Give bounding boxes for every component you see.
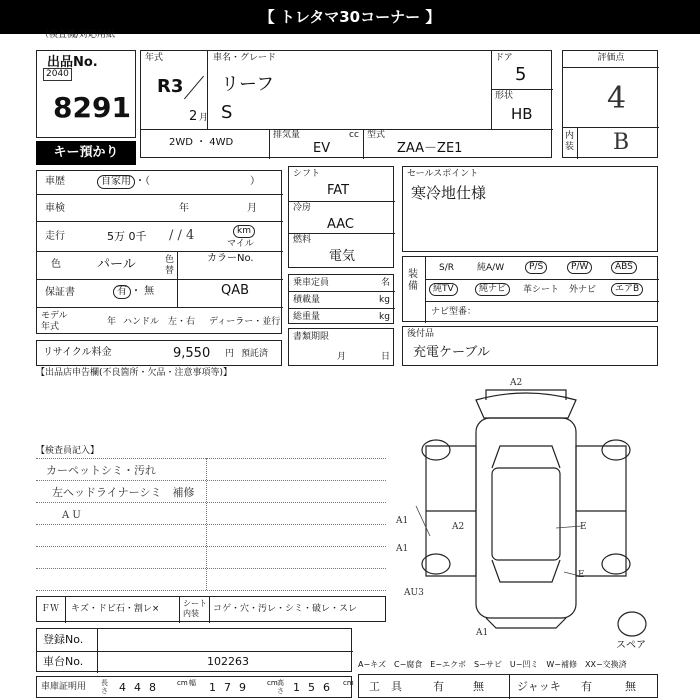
registration-box	[36, 628, 352, 672]
lot-box	[36, 50, 136, 138]
mark-a1-side: A1	[396, 516, 409, 526]
scratch-value: キズ・ドビ石・割レ×	[71, 604, 160, 614]
mileage-mile: マイル	[227, 239, 254, 249]
shift-value: FAT	[327, 183, 350, 198]
equipment-label: 装備	[408, 269, 418, 292]
chassis-label: 車台No.	[43, 655, 84, 668]
name-label: 車名・グレード	[213, 53, 277, 63]
length-value: 448	[119, 681, 164, 694]
document-box	[288, 328, 394, 366]
mark-e-rear: E	[578, 570, 585, 580]
selling-point-box	[402, 166, 658, 252]
rating-label: 評価点	[597, 53, 625, 63]
length-unit: cm	[177, 679, 188, 687]
mileage-km	[233, 225, 255, 238]
selling-point-value: 寒冷地仕様	[411, 184, 487, 202]
equip-pw	[567, 261, 592, 274]
load-label: 積載量	[293, 295, 321, 305]
capacity-box	[288, 274, 394, 324]
equip-abs	[611, 261, 637, 274]
inspector-label: 【検査員記入】	[36, 446, 100, 456]
year-value: R3	[157, 76, 184, 97]
warranty-no: ・ 無	[131, 286, 155, 297]
seat-label: シート内装	[183, 599, 207, 618]
handle-value: ハンドル 左・右	[123, 317, 196, 327]
certificate-box	[36, 676, 352, 698]
car-diagram	[396, 376, 658, 642]
car-rear-window	[492, 560, 560, 582]
jack-no: 無	[625, 680, 636, 693]
recycle-box	[36, 340, 282, 366]
navi-oval: 純ナビ	[475, 283, 510, 296]
navi-model-label: ナビ型番：	[431, 307, 477, 317]
equip-ext-navi: 外ナビ	[569, 285, 597, 295]
seller-note-label: 【出品店申告欄(不良箇所・欠品・注意事項等)】	[36, 368, 233, 378]
fuel-value: 電気	[329, 249, 356, 264]
tools-box	[358, 674, 658, 698]
mark-au3: AU3	[404, 588, 424, 598]
dealer-value: ディーラー・並行	[209, 317, 281, 327]
car-cabin	[492, 468, 560, 560]
equip-aw: 純A/W	[477, 263, 505, 273]
airbag-oval: エアB	[611, 283, 643, 296]
seats-unit: 名	[381, 278, 391, 288]
drive-value: 2WD ・ 4WD	[169, 137, 234, 148]
car-windshield	[492, 446, 560, 468]
height-value: 156	[293, 681, 338, 694]
jack-yes: 有	[581, 680, 592, 693]
mark-e-roof: E	[580, 522, 587, 532]
mark-a2-roof: A2	[452, 522, 465, 532]
inspection-label: 車検	[45, 203, 65, 214]
lot-stamp: 2040	[43, 68, 72, 81]
length-label: 長さ	[101, 679, 108, 695]
tools-no: 無	[473, 680, 484, 693]
history-box	[36, 170, 282, 334]
spec-box	[288, 166, 394, 268]
interior-score: B	[613, 130, 630, 155]
km-oval: km	[233, 225, 255, 238]
mileage-value: 5万 0千	[107, 230, 147, 243]
shape-label: 形状	[495, 91, 514, 101]
history-oval: 自家用	[97, 175, 135, 189]
car-name: リーフ	[221, 74, 275, 95]
certificate-label: 車庫証明用	[41, 682, 87, 692]
shift-label: シフト	[293, 169, 321, 179]
ac-value: AAC	[327, 217, 354, 232]
lot-label: 出品No.	[47, 55, 98, 70]
history-rest: ・（ ）	[135, 176, 260, 187]
shape-value: HB	[511, 105, 533, 123]
recycle-label: リサイクル料金	[43, 347, 112, 358]
load-unit: kg	[379, 295, 390, 305]
tools-yes: 有	[433, 680, 444, 693]
equip-navi	[475, 283, 510, 296]
aftermarket-value: 充電ケーブル	[413, 345, 490, 360]
inspector-note-1: カーペットシミ・汚れ	[46, 464, 156, 477]
car-roof	[476, 393, 576, 418]
year-label: 年式	[145, 53, 164, 63]
recycle-unit: 円	[225, 349, 235, 359]
color-value: パール	[97, 257, 136, 272]
model-year-label: モデル年式	[41, 311, 68, 332]
document-month: 月	[337, 352, 347, 362]
ps-oval: P/S	[525, 261, 547, 274]
month-value: 2	[189, 109, 198, 124]
fuel-label: 燃料	[293, 235, 312, 245]
abs-oval: ABS	[611, 261, 637, 274]
legend-text: A−キズ C−腐食 E−エクボ S−サビ U−凹ミ W−補修 XX−交換済	[358, 660, 627, 669]
history-label: 車歴	[45, 176, 65, 187]
equip-ps	[525, 261, 547, 274]
tv-oval: 純TV	[429, 283, 458, 296]
rating-score: 4	[607, 81, 627, 116]
car-box	[140, 50, 552, 158]
mark-a1-bottom: A1	[476, 628, 489, 638]
height-unit: cm	[343, 679, 354, 687]
displacement-value: EV	[313, 141, 331, 156]
displacement-unit: cc	[349, 130, 359, 140]
banner: 【 トレタマ30コーナー 】	[0, 0, 700, 34]
document-label: 書類期限	[293, 332, 330, 342]
year-slash	[184, 76, 204, 100]
width-unit: cm	[267, 679, 278, 687]
aftermarket-box	[402, 326, 658, 366]
ac-label: 冷房	[293, 203, 312, 213]
warranty-label: 保証書	[45, 287, 75, 298]
fw-label: ＦＷ	[41, 604, 60, 614]
height-label: 高さ	[277, 679, 284, 695]
warranty-value	[113, 285, 154, 299]
month-suffix: 月	[199, 113, 209, 123]
width-value: 179	[209, 681, 254, 694]
mark-a2-top: A2	[510, 378, 523, 388]
mileage-label: 走行	[45, 231, 65, 242]
document-day: 日	[381, 352, 391, 362]
key-label: キー預かり	[36, 141, 136, 165]
equip-sr: S/R	[439, 263, 454, 273]
jack-label: ジャッキ	[517, 680, 561, 693]
warranty-oval: 有	[113, 285, 131, 299]
model-year-value: 年	[107, 317, 117, 327]
weight-label: 総重量	[293, 312, 321, 322]
mileage-hand: / / 4	[169, 228, 195, 243]
interior-label: 内装	[565, 131, 575, 152]
condition-box	[36, 596, 386, 622]
lot-number: 8291	[53, 91, 131, 124]
selling-point-label: セールスポイント	[407, 169, 479, 179]
door-label: ドア	[495, 53, 513, 63]
inspector-note-3: A U	[62, 510, 81, 521]
color-no: QAB	[221, 283, 250, 298]
car-body	[476, 418, 576, 618]
color-no-label: カラーNo.	[207, 253, 254, 264]
seats-label: 乗車定員	[293, 278, 330, 288]
registration-label: 登録No.	[43, 633, 84, 646]
inspector-note-2: 左ヘッドライナーシミ 補修	[52, 486, 195, 499]
color-label: 色	[51, 259, 61, 270]
equipment-box	[402, 256, 658, 322]
color-change: 色替	[165, 255, 175, 276]
equip-leather: 革シート	[523, 285, 560, 295]
recycle-deposit: 預託済	[241, 349, 269, 359]
pw-oval: P/W	[567, 261, 592, 274]
door-value: 5	[515, 64, 527, 85]
model-value: ZAA－ZE1	[397, 141, 463, 156]
chassis-value: 102263	[207, 655, 249, 668]
seat-condition: コゲ・穴・汚レ・シミ・破レ・スレ	[213, 604, 358, 614]
model-label: 型式	[367, 130, 386, 140]
weight-unit: kg	[379, 312, 390, 322]
spare-tire	[618, 612, 646, 636]
width-label: 幅	[189, 679, 196, 687]
mark-a1-left: A1	[396, 544, 409, 554]
history-value	[97, 175, 260, 189]
inspection-year: 年	[179, 203, 189, 214]
equip-tv	[429, 283, 458, 296]
spare-label: スペア	[616, 640, 646, 651]
displacement-label: 排気量	[273, 130, 301, 140]
form-note: （検査機/対応用紙	[40, 30, 116, 40]
inspection-month: 月	[247, 203, 257, 214]
aftermarket-label: 後付品	[407, 329, 435, 339]
recycle-amount: 9,550	[173, 346, 211, 361]
tools-label: 工 具	[369, 680, 402, 693]
car-grade: S	[221, 102, 233, 123]
equip-airbag	[611, 283, 643, 296]
car-rear-bumper	[486, 618, 566, 628]
rating-box	[562, 50, 658, 158]
